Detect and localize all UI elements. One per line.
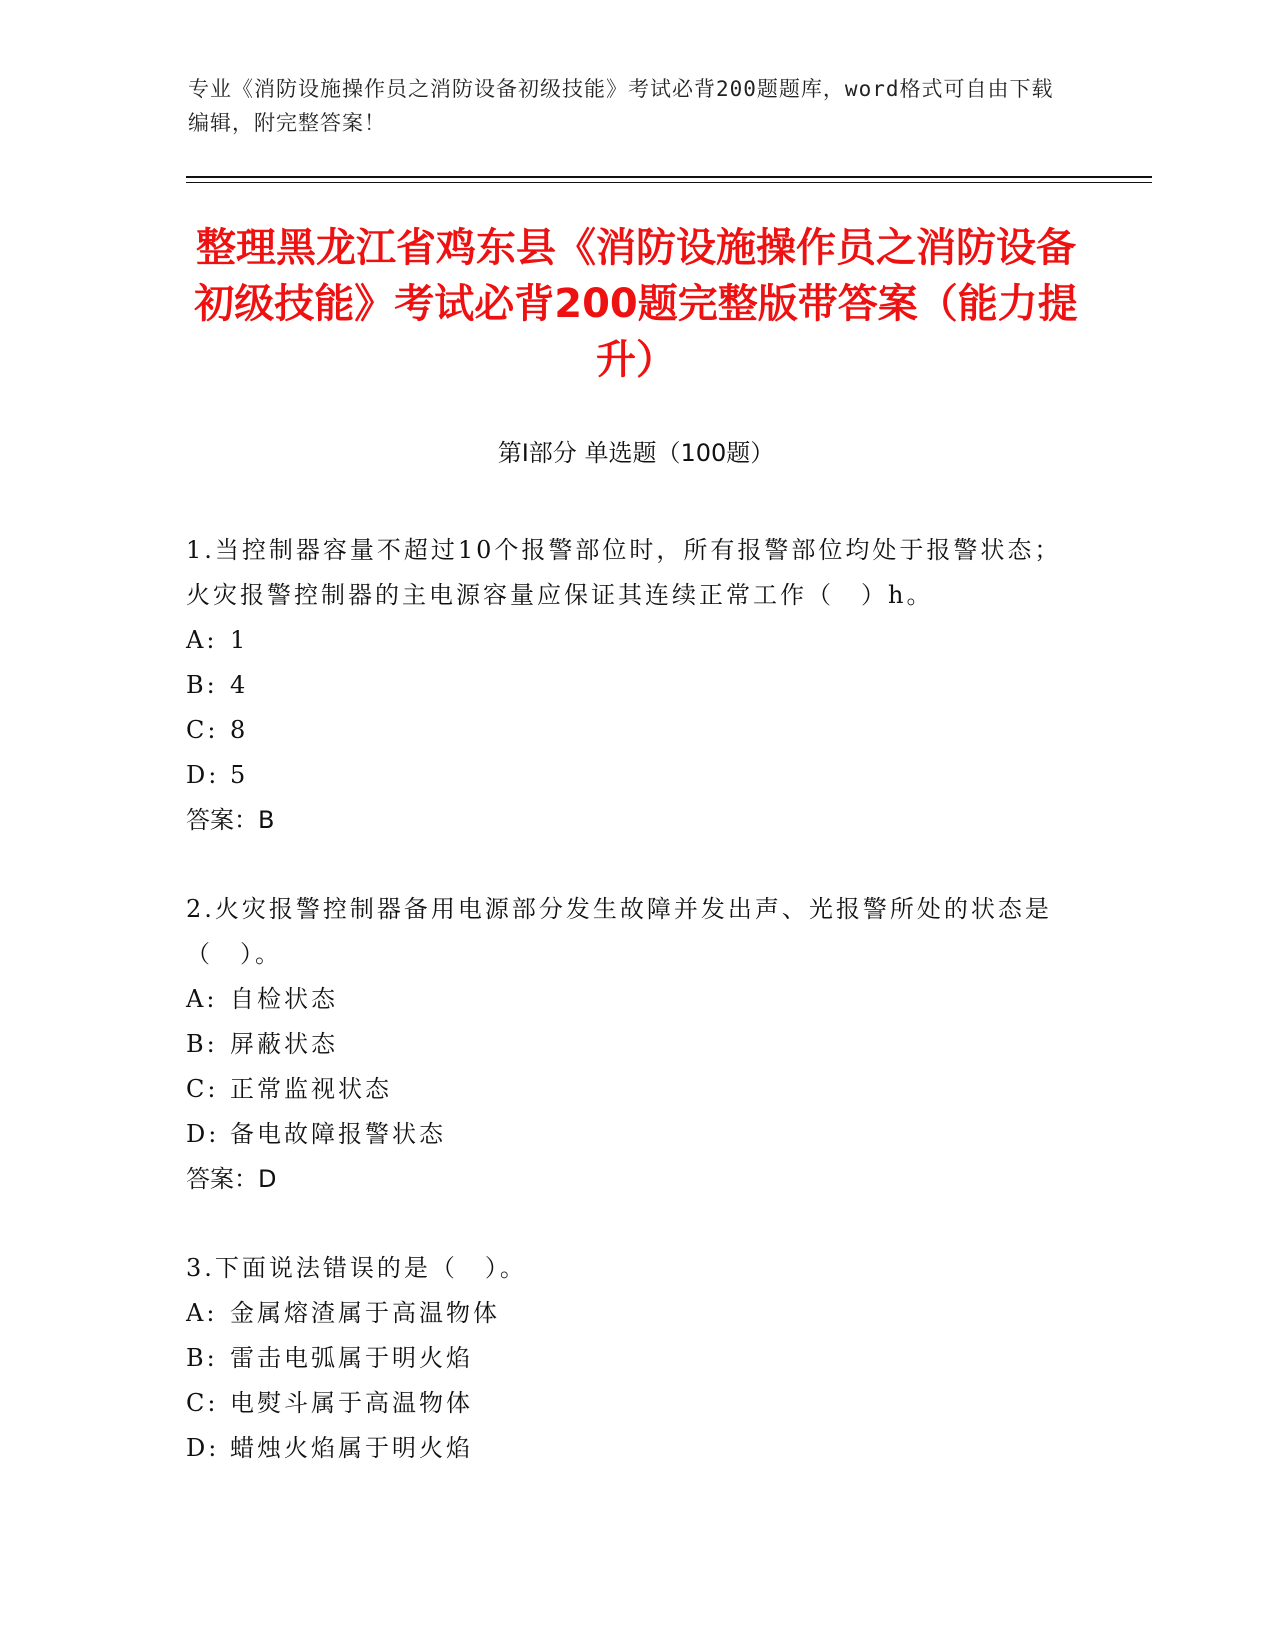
header-note: 专业《消防设施操作员之消防设备初级技能》考试必背200题题库，word格式可自由下载编辑，附完整答案！ <box>188 77 1054 135</box>
answer-value: D <box>258 1165 277 1193</box>
header-rule-thin <box>186 182 1152 183</box>
question-stem: 3.下面说法错误的是（ ）。 <box>186 1254 527 1282</box>
option-text: 金属熔渣属于高温物体 <box>230 1299 500 1327</box>
option-b <box>186 1336 1086 1381</box>
option-letter: C: <box>186 1075 219 1103</box>
option-text: 备电故障报警状态 <box>230 1120 446 1148</box>
answer-prefix: 答案： <box>186 1165 258 1193</box>
option-text: 正常监视状态 <box>230 1075 392 1103</box>
option-letter: A: <box>186 626 218 654</box>
option-letter: C: <box>186 1389 219 1417</box>
option-d <box>186 1426 1086 1471</box>
option-a <box>186 1291 1086 1336</box>
section-title: 第I部分 单选题（100题） <box>497 439 775 467</box>
option-text: 雷击电弧属于明火焰 <box>230 1344 473 1372</box>
answer-line <box>186 1157 1086 1202</box>
option-text: 1 <box>230 626 249 654</box>
option-letter: A: <box>186 985 218 1013</box>
option-letter: B: <box>186 1344 218 1372</box>
option-letter: C: <box>186 716 219 744</box>
option-letter: D: <box>186 1434 220 1462</box>
option-text: 屏蔽状态 <box>230 1030 338 1058</box>
answer-line <box>186 798 1086 843</box>
option-d <box>186 1112 1086 1157</box>
option-a <box>186 618 1086 663</box>
option-c <box>186 1067 1086 1112</box>
option-b <box>186 1022 1086 1067</box>
question-1 <box>186 528 1086 843</box>
option-letter: D: <box>186 761 220 789</box>
option-letter: B: <box>186 671 218 699</box>
answer-value: B <box>258 806 275 834</box>
option-text: 自检状态 <box>230 985 338 1013</box>
option-text: 4 <box>230 671 249 699</box>
question-2 <box>186 887 1086 1202</box>
option-text: 5 <box>230 761 249 789</box>
option-c <box>186 1381 1086 1426</box>
question-stem: 2.火灾报警控制器备用电源部分发生故障并发出声、光报警所处的状态是（ ）。 <box>186 895 1052 968</box>
option-c <box>186 708 1086 753</box>
option-letter: B: <box>186 1030 218 1058</box>
header-rule-thick <box>186 176 1152 178</box>
document-title: 整理黑龙江省鸡东县《消防设施操作员之消防设备初级技能》考试必背200题完整版带答案（能力提升） <box>194 225 1078 383</box>
option-text: 8 <box>230 716 249 744</box>
option-text: 电熨斗属于高温物体 <box>230 1389 473 1417</box>
option-d <box>186 753 1086 798</box>
question-stem: 1.当控制器容量不超过10个报警部位时，所有报警部位均处于报警状态；火灾报警控制器的主电源容量应保证其连续正常工作（ ）h。 <box>186 536 1062 609</box>
option-letter: D: <box>186 1120 220 1148</box>
option-b <box>186 663 1086 708</box>
option-text: 蜡烛火焰属于明火焰 <box>230 1434 473 1462</box>
question-3 <box>186 1246 1086 1471</box>
option-letter: A: <box>186 1299 218 1327</box>
option-a <box>186 977 1086 1022</box>
question-list <box>186 528 1086 1515</box>
answer-prefix: 答案： <box>186 806 258 834</box>
